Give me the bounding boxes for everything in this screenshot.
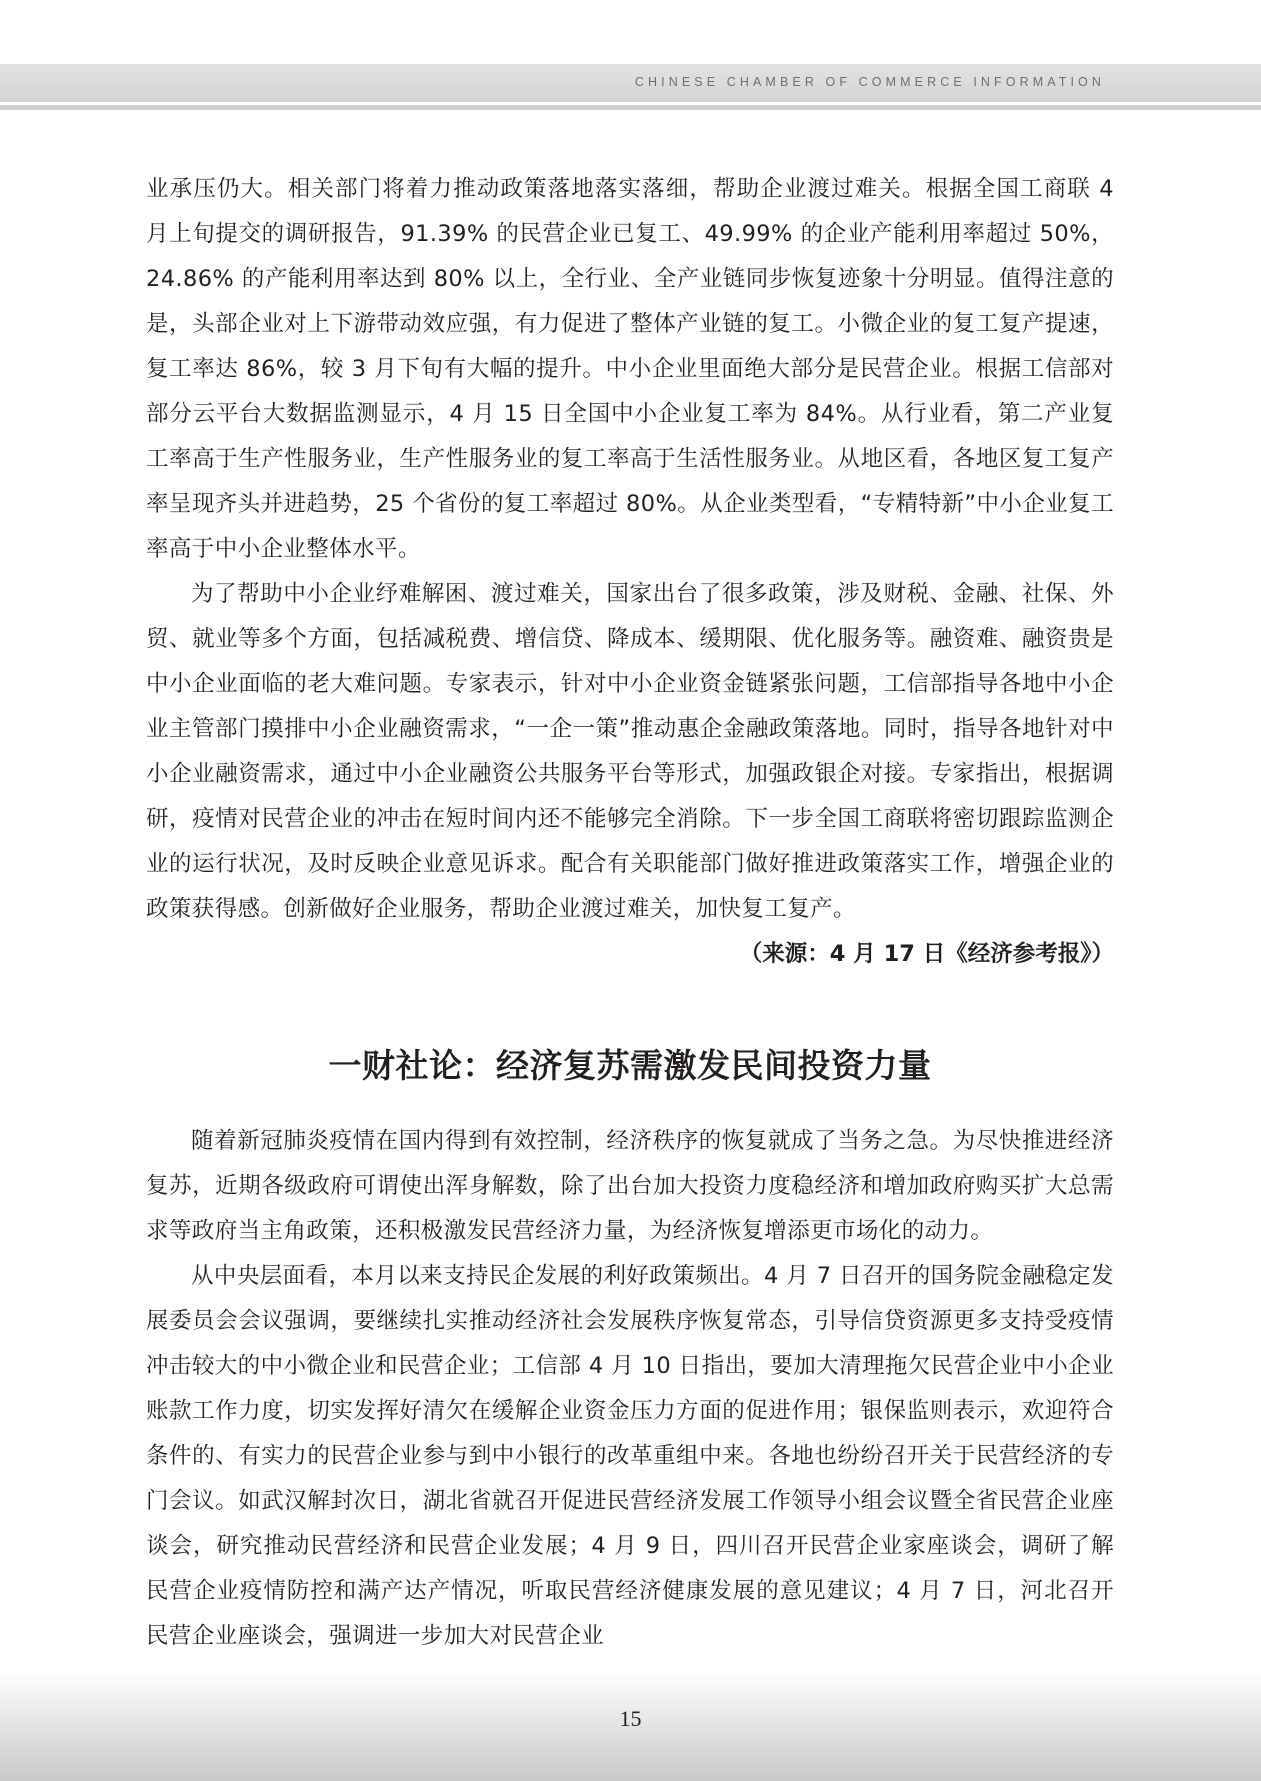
article2-paragraph-2: 从中央层面看，本月以来支持民企发展的利好政策频出。4 月 7 日召开的国务院金融稳定发展委员会会议强调，要继续扎实推动经济社会发展秩序恢复常态，引导信贷资源更多支持受疫情冲击较大的中小微企业和民营企业；工信部 4 月 10 日指出，要加大清理拖欠民营企业中小企业账款工作力度，切实发挥好清欠在缓解企业资金压力方面的促进作用；银保监则表示，欢迎符合条件的、有实力的民营企业参与到中小银行的改革重组中来。各地也纷纷召开关于民营经济的专门会议。如武汉解封次日，湖北省就召开促进民营经济发展工作领导小组会议暨全省民营企业座谈会，研究推动民营经济和民营企业发展；4 月 9 日，四川召开民营企业家座谈会，调研了解民营企业疫情防控和满产达产情况，听取民营经济健康发展的意见建议；4 月 7 日，河北召开民营企业座谈会，强调进一步加大对民营企业 (146, 1263, 1114, 1649)
article1-source: （来源：4 月 17 日《经济参考报》） (739, 941, 1114, 967)
article2-title: 一财社论：经济复苏需激发民间投资力量 (328, 1046, 932, 1085)
running-header-title: CHINESE CHAMBER OF COMMERCE INFORMATION (634, 75, 1105, 89)
article1-paragraph-2: 为了帮助中小企业纾难解困、渡过难关，国家出台了很多政策，涉及财税、金融、社保、外贸、就业等多个方面，包括减税费、增信贷、降成本、缓期限、优化服务等。融资难、融资贵是中小企业面临的老大难问题。专家表示，针对中小企业资金链紧张问题，工信部指导各地中小企业主管部门摸排中小企业融资需求，“一企一策”推动惠企金融政策落地。同时，指导各地针对中小企业融资需求，通过中小企业融资公共服务平台等形式，加强政银企对接。专家指出，根据调研，疫情对民营企业的冲击在短时间内还不能够完全消除。下一步全国工商联将密切跟踪监测企业的运行状况，及时反映企业意见诉求。配合有关职能部门做好推进政策落实工作，增强企业的政策获得感。创新做好企业服务，帮助企业渡过难关，加快复工复产。 (146, 581, 1114, 922)
page-content (146, 167, 1114, 1659)
page-number: 15 (619, 1706, 642, 1731)
article1-paragraph-1: 业承压仍大。相关部门将着力推动政策落地落实落细，帮助企业渡过难关。根据全国工商联 4 月上旬提交的调研报告，91.39% 的民营企业已复工、49.99% 的企业产能利用率超过 50%，24.86% 的产能利用率达到 80% 以上，全行业、全产业链同步恢复迹象十分明显。值得注意的是，头部企业对上下游带动效应强，有力促进了整体产业链的复工。小微企业的复工复产提速，复工率达 86%，较 3 月下旬有大幅的提升。中小企业里面绝大部分是民营企业。根据工信部对部分云平台大数据监测显示，4 月 15 日全国中小企业复工率为 84%。从行业看，第二产业复工率高于生产性服务业，生产性服务业的复工率高于生活性服务业。从地区看，各地区复工复产率呈现齐头并进趋势，25 个省份的复工率超过 80%。从企业类型看，“专精特新”中小企业复工率高于中小企业整体水平。 (146, 176, 1114, 562)
running-header-band (0, 64, 1261, 105)
article2-paragraph-1: 随着新冠肺炎疫情在国内得到有效控制，经济秩序的恢复就成了当务之急。为尽快推进经济复苏，近期各级政府可谓使出浑身解数，除了出台加大投资力度稳经济和增加政府购买扩大总需求等政府当主角政策，还积极激发民营经济力量，为经济恢复增添更市场化的动力。 (146, 1128, 1114, 1244)
